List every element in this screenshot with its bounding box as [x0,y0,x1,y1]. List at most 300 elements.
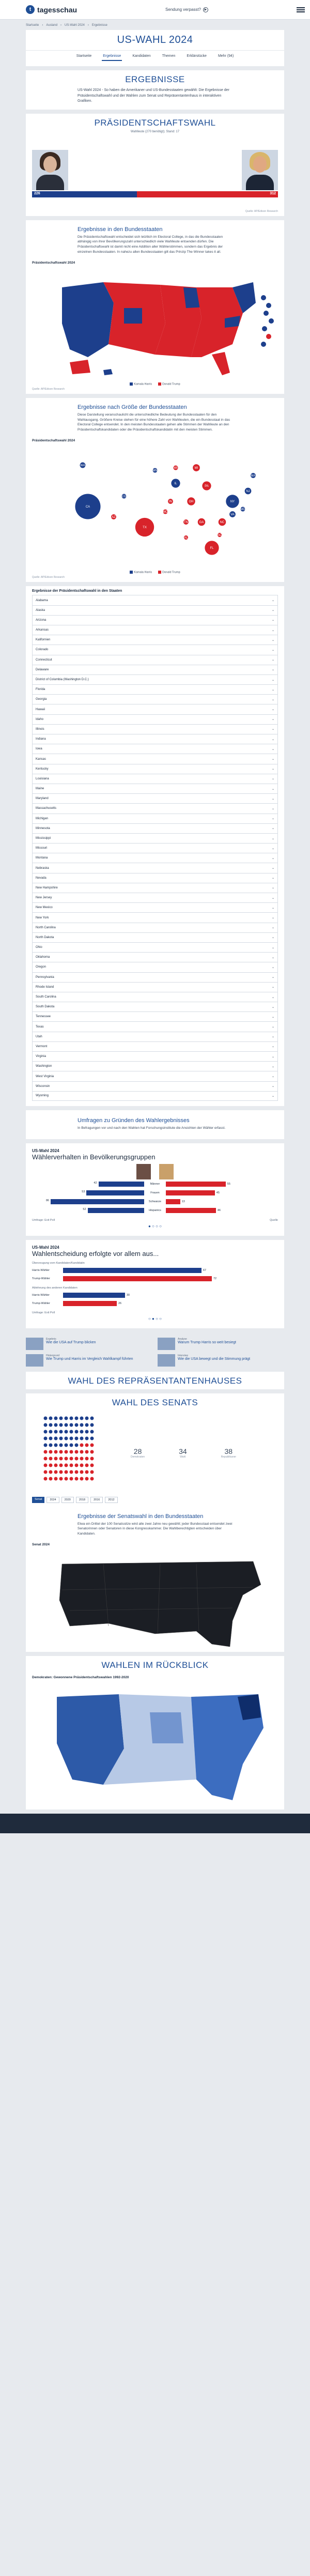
legend-rep-label: Donald Trump [162,382,180,386]
state-name: Alaska [36,608,45,612]
vote-numbers [32,192,278,195]
rep-votes: 312 [270,191,276,195]
state-row[interactable] [32,1002,278,1011]
senate-seat [59,1470,63,1474]
tab-startseite[interactable]: Startseite [76,54,92,58]
state-bubble-label: TX [143,526,147,529]
state-row[interactable] [32,764,278,774]
state-bubble-label: MA [251,474,256,478]
reason-bar-row [32,1267,278,1274]
us-state-map[interactable] [26,267,284,380]
rep-value: 45 [216,1191,220,1195]
dem-votes: 226 [34,191,40,195]
survey2-title: Wahlentscheidung erfolgte vor allem aus... [32,1249,159,1258]
teaser-image [26,1354,43,1367]
group1-bars [32,1267,278,1282]
group-label: Frauen [144,1191,166,1194]
state-row[interactable] [32,1091,278,1101]
state-row[interactable] [32,1041,278,1051]
chevron-down-icon: ⌄ [271,638,274,642]
retro-label: Demokraten: Gewonnene Präsidentschaftswahlen 1992-2020 [32,1675,129,1679]
senate-seat [54,1477,58,1480]
state-row[interactable] [32,1071,278,1081]
state-name: New Hampshire [36,886,58,890]
legend-dem-label: Kamala Harris [134,382,152,386]
senate-seat [85,1456,89,1460]
state-bubble-label: VA [230,513,235,516]
missed-show-link[interactable] [165,7,208,12]
state-row[interactable] [32,625,278,635]
dem-bar [86,1190,144,1195]
chevron-down-icon: ⌄ [271,976,274,979]
chevron-down-icon: ⌄ [271,886,274,890]
chevron-down-icon: ⌄ [271,708,274,712]
reason-value: 67 [203,1268,207,1272]
senate-seat [54,1436,58,1440]
senate-tab[interactable]: 2012 [105,1497,117,1503]
state-row[interactable] [32,595,278,605]
portrait-body [246,175,274,190]
rep-bar [166,1190,215,1195]
legend-dem-swatch [130,571,133,574]
senate-seat [85,1477,89,1480]
state-name: Washington [36,1065,52,1068]
state-row[interactable] [32,684,278,694]
state-row[interactable] [32,635,278,645]
state-name: Oklahoma [36,956,50,959]
tab-ergebnisse[interactable]: Ergebnisse [102,53,122,61]
state-name: West Virginia [36,1075,54,1078]
chevron-down-icon: ⌄ [271,619,274,622]
senate-seat [49,1477,53,1480]
teaser-item[interactable] [158,1338,284,1350]
senate-number [179,1447,187,1459]
state-row[interactable] [32,744,278,754]
senate-seat [65,1416,68,1420]
chevron-down-icon: ⌄ [271,678,274,682]
dem-value: 52 [83,1208,86,1212]
chevron-down-icon: ⌄ [271,768,274,771]
reason-bar-row [32,1275,278,1282]
senate-seat [44,1430,48,1433]
chevron-down-icon: ⌄ [271,688,274,692]
senate-numbers [98,1442,269,1464]
state-row[interactable] [32,902,278,912]
reason-bar-row [32,1292,278,1299]
main-content [26,30,284,1810]
senate-seat [70,1430,73,1433]
senate-seat [90,1423,94,1427]
state-row[interactable] [32,853,278,863]
senate-tab[interactable]: 2020 [61,1497,74,1503]
state-name: Florida [36,688,45,692]
state-row[interactable] [32,724,278,734]
state-name: Arkansas [36,628,49,632]
state-name: District of Columbia (Washington D.C.) [36,678,89,681]
state-row[interactable] [32,982,278,992]
state-name: Arizona [36,618,47,622]
state-row[interactable] [32,932,278,942]
state-row[interactable] [32,912,278,922]
breadcrumb-item[interactable]: Ausland [46,24,58,27]
state-name: Delaware [36,668,49,671]
chevron-down-icon: ⌄ [271,1094,274,1098]
state-name: Nebraska [36,866,49,870]
state-name: Kalifornien [36,638,51,642]
senate-seat [75,1470,79,1474]
senate-seat [70,1456,73,1460]
senate-seat [54,1443,58,1447]
survey-source-link[interactable]: Quelle [270,1218,278,1222]
survey2-footer [32,1308,278,1314]
state-row[interactable] [32,704,278,714]
state-bubble-label: IL [174,482,177,485]
chevron-down-icon: ⌄ [271,698,274,701]
map-region-alaska [70,360,90,374]
state-row[interactable] [32,863,278,872]
state-row[interactable] [32,992,278,1002]
senate-seat [80,1456,84,1460]
chevron-down-icon: ⌄ [271,926,274,930]
site-header [0,0,310,20]
chevron-down-icon: ⌄ [271,728,274,731]
map-region-west [62,282,114,357]
senate-tab[interactable]: 2018 [76,1497,88,1503]
teaser-item[interactable] [26,1338,152,1350]
state-name: New Mexico [36,906,53,910]
state-row[interactable] [32,893,278,902]
survey-footer [32,1216,278,1222]
senate-tab[interactable]: 2016 [90,1497,103,1503]
state-row[interactable] [32,665,278,674]
dem-bar [88,1208,144,1213]
portrait-face [253,156,267,173]
state-row[interactable] [32,674,278,684]
tagesschau-logo[interactable] [26,5,77,14]
state-row[interactable] [32,605,278,615]
senate-tab[interactable]: Senat [32,1497,44,1503]
legend-dem-swatch [130,382,133,386]
state-row[interactable] [32,962,278,972]
state-row[interactable] [32,734,278,744]
survey-title: Wählerverhalten in Bevölkerungsgruppen [32,1153,156,1161]
chevron-down-icon: ⌄ [271,807,274,810]
rep-value: 13 [181,1200,185,1204]
state-row[interactable] [32,793,278,803]
senate-seat [44,1443,48,1447]
legend-rep-swatch [158,382,161,386]
chevron-down-icon: ⌄ [271,1015,274,1019]
senate-seat [49,1430,53,1433]
retro-map-midwest [150,1712,183,1743]
breadcrumb-item[interactable]: US-Wahl 2024 [65,24,85,27]
senate-seat [59,1443,63,1447]
state-bubble-label: OH [189,500,194,503]
legend-rep-label: Donald Trump [162,571,180,574]
senate-seat [44,1423,48,1427]
state-row[interactable] [32,1032,278,1041]
senate-seat [59,1477,63,1480]
teaser-title: Warum Trump Harris so weit besiegt [178,1340,236,1344]
senate-seat [90,1450,94,1453]
tab-themen[interactable]: Themen [162,54,176,58]
state-bubble-label: SC [217,533,222,537]
group2-bars [32,1292,278,1307]
chevron-down-icon: ⌄ [271,817,274,821]
state-row[interactable] [32,754,278,763]
state-name: Connecticut [36,658,52,662]
group-label: Hispanics [144,1209,166,1212]
state-results-list [26,586,284,1106]
senate-overview [26,1411,284,1495]
state-name: Kansas [36,757,47,761]
map-region-hawaii [103,369,113,375]
survey-rows [32,1180,278,1215]
chevron-down-icon: ⌄ [271,827,274,831]
teaser-image [158,1338,175,1350]
chevron-down-icon: ⌄ [271,936,274,940]
state-row[interactable] [32,1061,278,1071]
state-name: Maine [36,787,44,791]
state-name: Maryland [36,797,49,801]
chevron-down-icon: ⌄ [271,946,274,949]
state-bubble-label: NY [230,500,235,503]
chevron-down-icon: ⌄ [271,1065,274,1068]
senate-seat [80,1477,84,1480]
survey-card-groups [26,1143,284,1236]
senate-seat [59,1436,63,1440]
senate-number-value: 28 [133,1447,142,1455]
state-row[interactable] [32,784,278,793]
senate-seat [49,1436,53,1440]
senate-seat [59,1430,63,1433]
legend-rep [158,382,180,386]
senate-number [221,1447,236,1459]
state-row[interactable] [32,883,278,893]
state-name: Rhode Island [36,985,54,989]
senate-seat [65,1456,68,1460]
chevron-down-icon: ⌄ [271,877,274,880]
bubble-map-label: Präsidentschaftswahl 2024 [32,438,75,442]
senate-seat [85,1436,89,1440]
senate-seat [70,1443,73,1447]
chevron-down-icon: ⌄ [271,787,274,791]
senate-seat [80,1443,84,1447]
survey-head: Umfragen zu Gründen des Wahlergebnisses [78,1117,190,1124]
senate-seat [54,1463,58,1467]
senate-seat [85,1450,89,1453]
group-label: Männer [144,1183,166,1186]
reason-label: Harris-Wähler [32,1293,50,1297]
senate-seat [59,1423,63,1427]
senate-seat [65,1470,68,1474]
electoral-map-label: Präsidentschaftswahl 2024 [32,260,75,265]
state-row[interactable] [32,952,278,962]
state-row[interactable] [32,1011,278,1021]
reason-bar [63,1293,125,1298]
electoral-map-head: Ergebnisse in den Bundesstaaten [78,226,163,233]
state-row[interactable] [32,1021,278,1031]
senate-seat [54,1416,58,1420]
reason-value: 30 [127,1293,130,1297]
state-row[interactable] [32,923,278,932]
survey-text: In Befragungen vor und nach den Wahlen hat Forschungsinstitute die Ansichten der Wähler erfasst. [78,1126,226,1130]
tab-kandidaten[interactable]: Kandidaten [132,54,151,58]
senate-seat [90,1456,94,1460]
bubble-map-text: Diese Darstellung veranschaulicht die unterschiedliche Bedeutung der Bundesstaaten für den Wahlausgang. Größere Kreise stehen für eine höhere Zahl von Wahlleuten, die ein Bundesstaat in das Electoral College entsendet. In den meisten Bundesstaaten gehen alle Stimmen der Wahlleute an den Präsidentschaftskandidaten oder die Präsidentschaftskandidatin mit den meisten Stimmen. [78,412,230,432]
state-row[interactable] [32,843,278,853]
state-bubble-label: NC [220,520,225,524]
teaser-grid [26,1332,284,1372]
teaser-title: Wie die USA auf Trump blicken [46,1340,96,1344]
senate-seat [80,1436,84,1440]
senate-seat [49,1423,53,1427]
reason-label: Trump-Wähler [32,1301,50,1305]
state-name: Idaho [36,717,44,721]
retro-map[interactable] [26,1681,284,1810]
senate-seat [75,1436,79,1440]
senate-seat [65,1430,68,1433]
chevron-down-icon: ⌄ [271,916,274,919]
legend-dem [130,571,152,574]
state-row[interactable] [32,1081,278,1091]
senate-seat [90,1443,94,1447]
results-card [26,70,284,110]
state-row[interactable] [32,803,278,813]
state-bubble-label: NJ [246,489,250,493]
state-row[interactable] [32,655,278,665]
teaser-item[interactable] [26,1354,152,1367]
state-row[interactable] [32,873,278,883]
dem-value: 53 [82,1190,85,1194]
chevron-down-icon: ⌄ [271,1045,274,1049]
tab-mehr[interactable]: Mehr (94) [218,54,234,58]
survey-bar-row [32,1189,278,1197]
bubble-map-card [26,398,284,582]
breadcrumb-separator: › [87,24,89,27]
teaser-kicker: Interview [178,1354,189,1357]
breadcrumb [0,20,310,30]
senate-seat [75,1463,79,1467]
senate-seat [65,1463,68,1467]
retro-title: WAHLEN IM RÜCKBLICK [101,1660,209,1670]
senate-seat [49,1470,53,1474]
senate-map[interactable] [26,1548,284,1652]
reason-bar-row [32,1300,278,1307]
teaser-kicker: Ergebnis [46,1337,56,1341]
senate-seat [80,1450,84,1453]
teaser-item[interactable] [158,1354,284,1367]
footer [0,1814,310,1833]
senate-seat [49,1463,53,1467]
state-row[interactable] [32,942,278,952]
chevron-down-icon: ⌄ [271,747,274,751]
state-list-title: Ergebnisse der Präsidentschaftswahl in den Staaten [32,589,122,593]
carousel-dots[interactable]: ● ○ ○ ○ [148,1223,162,1229]
state-row[interactable] [32,823,278,833]
senate-seat [85,1430,89,1433]
house-title: WAHL DES REPRÄSENTANTENHAUSES [68,1375,242,1386]
chevron-down-icon: ⌄ [271,668,274,672]
chevron-down-icon: ⌄ [271,648,274,652]
harris-thumb [136,1164,151,1179]
senate-tab[interactable]: 2024 [47,1497,59,1503]
state-name: Montana [36,856,48,860]
dem-side [32,1182,144,1187]
reason-label: Harris-Wähler [32,1268,50,1272]
senate-seat [44,1456,48,1460]
carousel-dots[interactable]: ○ ● ○ ○ [148,1316,162,1321]
rep-bar [166,1199,180,1204]
state-row[interactable] [32,1051,278,1061]
hamburger-menu-icon[interactable] [297,7,305,12]
senate-seat [44,1450,48,1453]
state-name: Illinois [36,727,44,731]
senate-seat [65,1477,68,1480]
reason-bar [63,1301,117,1306]
state-name: Michigan [36,817,49,820]
rep-bar [166,1182,226,1187]
harris-portrait [32,150,68,190]
chevron-down-icon: ⌄ [271,599,274,602]
survey2-kicker: US-Wahl 2024 [32,1245,59,1250]
electoral-map-card [26,220,284,394]
state-row[interactable] [32,694,278,704]
state-bubble-label: MO [163,510,168,514]
senate-number-label: Republikaner [221,1455,237,1459]
breadcrumb-item: Ergebnisse [91,24,107,27]
senate-seat [90,1416,94,1420]
tab-erklaerstuecke[interactable]: Erklärstücke [187,54,207,58]
senate-map-text: Etwa ein Drittel der 100 Senatssitze wird alle zwei Jahre neu gewählt; jeder Bundesstaat entsendet zwei Senatorinnen oder Senatoren in diese Kongresskammer. Die Wahlberechtigten entscheiden über Kandidaten. [78,1522,233,1536]
results-intro: US-Wahl 2024 - So haben die Amerikaner und US-Bundesstaaten gewählt: Die Ergebnisse der Präsidentschaftswahl und der Wahlen zum Senat und Repräsentantenhaus in interaktiven Grafiken. [78,88,229,103]
breadcrumb-item[interactable]: Startseite [26,24,39,27]
senate-seat [85,1443,89,1447]
senate-seat [65,1450,68,1453]
senate-seat [65,1443,68,1447]
state-bubble-label: IN [169,500,172,503]
state-name: Missouri [36,847,48,850]
state-name: New York [36,916,49,919]
state-bubble-label: CO [121,495,127,498]
state-row[interactable] [32,814,278,823]
senate-seat [75,1423,79,1427]
senate-map-head: Ergebnisse der Senatswahl in den Bundesstaaten [78,1513,204,1520]
state-row[interactable] [32,645,278,654]
breadcrumb-separator: › [60,24,62,27]
state-row[interactable] [32,615,278,625]
bubble-map[interactable] [26,444,284,569]
senate-number [131,1447,145,1459]
state-row[interactable] [32,774,278,784]
state-row[interactable] [32,972,278,982]
senate-seat [54,1450,58,1453]
senate-seat [90,1463,94,1467]
senate-seat [80,1416,84,1420]
state-row[interactable] [32,833,278,843]
senate-seat [49,1443,53,1447]
chevron-down-icon: ⌄ [271,856,274,860]
state-name: Iowa [36,747,42,751]
senate-seat [80,1470,84,1474]
map-region-colorado [124,308,142,324]
state-name: South Carolina [36,995,56,999]
senate-seat [59,1416,63,1420]
state-name: Virginia [36,1055,46,1059]
senate-seat [54,1470,58,1474]
chevron-down-icon: ⌄ [271,628,274,632]
state-row[interactable] [32,714,278,724]
